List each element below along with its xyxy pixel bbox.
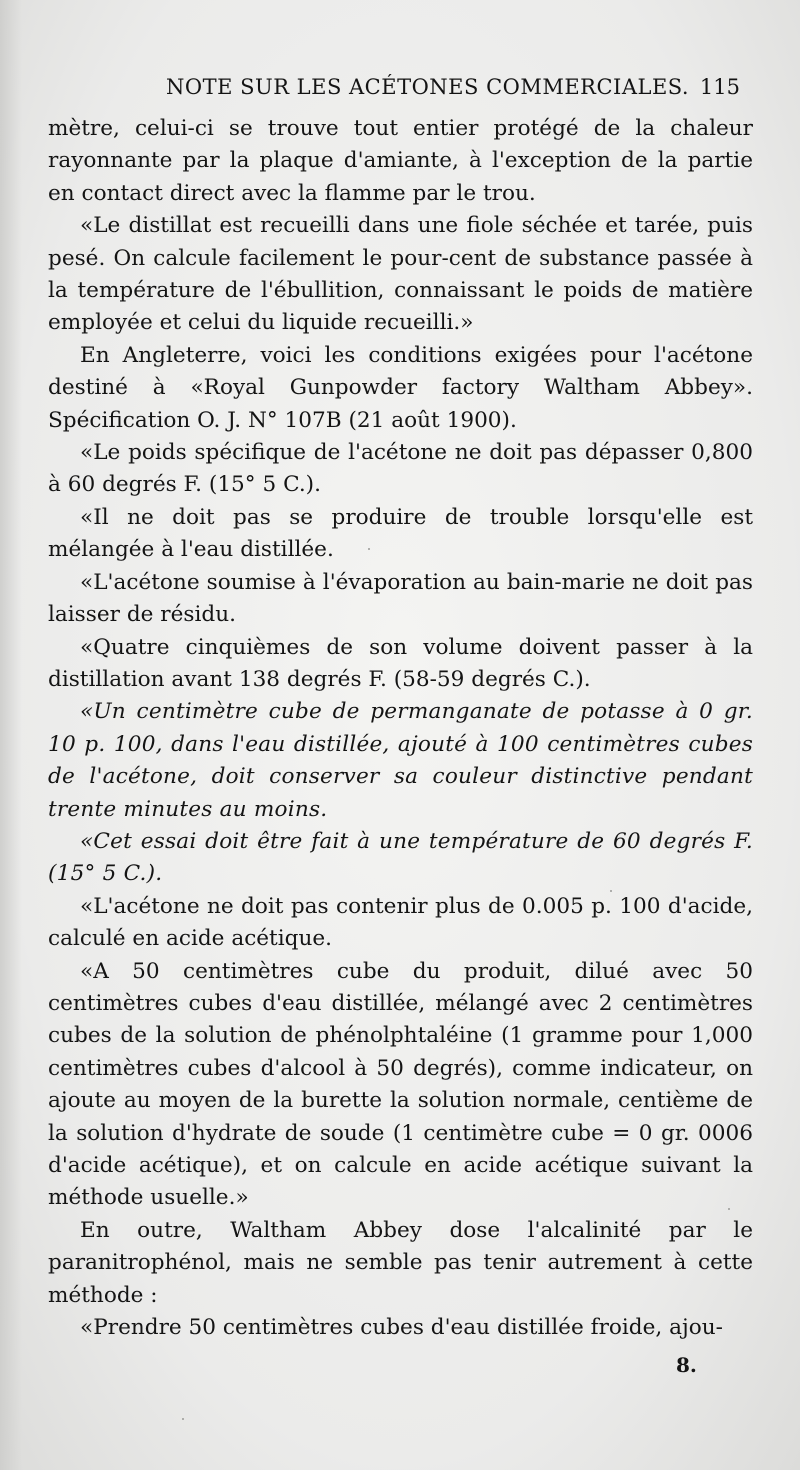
paragraph: «Le poids spécifique de l'acétone ne doit pas dépasser 0,800 à 60 degrés F. (15° 5 C.).: [48, 440, 753, 498]
paragraph: «Le distillat est recueilli dans une fiole séchée et tarée, puis pesé. On calcule facilement le pour-cent de substance passée à la température de l'ébullition, connaissant le poids de matière employée et celui du liquide recueilli.»: [48, 213, 753, 336]
paragraph: «A 50 centimètres cube du produit, dilué avec 50 centimètres cubes d'eau distillée, mélangé avec 2 centimètres cubes de la solution de phénolphtaléine (1 gramme pour 1,000 centimètres cubes d'alcool à 50 degrés), comme indicateur, on ajoute au moyen de la burette la solution normale, centième de la solution d'hydrate de soude (1 centimètre cube = 0 gr. 0006 d'acide acétique), et on calcule en acide acétique suivant la méthode usuelle.»: [48, 958, 753, 1211]
running-head: [140, 72, 750, 102]
running-title: NOTE SUR LES ACÉTONES COMMERCIALES.: [166, 75, 690, 99]
paragraph-italic: «Cet essai doit être fait à une température de 60 degrés F. (15° 5 C.).: [48, 828, 753, 887]
paragraph: «Il ne doit pas se produire de trouble lorsqu'elle est mélangée à l'eau distillée.: [48, 504, 753, 563]
page-edge-shadow: [0, 0, 22, 1470]
paper-speck: [728, 1208, 730, 1210]
paper-speck: [368, 548, 370, 550]
paragraph: «Quatre cinquièmes de son volume doivent passer à la distillation avant 138 degrés F. (58-59 degrés C.).: [48, 634, 753, 692]
paragraph: «L'acétone soumise à l'évaporation au bain-marie ne doit pas laisser de résidu.: [48, 569, 753, 628]
paper-speck: [610, 890, 612, 892]
body-text: [48, 113, 753, 1344]
paragraph-italic: «Un centimètre cube de permanganate de potasse à 0 gr. 10 p. 100, dans l'eau distillée, ajouté à 100 centimètres cubes de l'acétone, doit conserver sa couleur distinctive pendant trente minutes au moins.: [48, 699, 753, 822]
paragraph: mètre, celui-ci se trouve tout entier protégé de la chaleur rayonnante par la plaque d'amiante, à l'exception de la partie en contact direct avec la flamme par le trou.: [48, 116, 753, 206]
paragraph: En outre, Waltham Abbey dose l'alcalinité par le paranitrophénol, mais ne semble pas tenir autrement à cette méthode :: [48, 1217, 753, 1308]
signature-mark: 8.: [676, 1353, 697, 1377]
page-number: 115: [699, 75, 740, 99]
paper-speck: [182, 1418, 184, 1420]
paragraph: En Angleterre, voici les conditions exigées pour l'acétone destiné à «Royal Gunpowder factory Waltham Abbey». Spécification O. J. N° 107B (21 août 1900).: [48, 342, 753, 433]
paragraph: «Prendre 50 centimètres cubes d'eau distillée froide, ajou-: [80, 1315, 723, 1341]
paragraph: «L'acétone ne doit pas contenir plus de 0.005 p. 100 d'acide, calculé en acide acétique.: [48, 893, 753, 952]
